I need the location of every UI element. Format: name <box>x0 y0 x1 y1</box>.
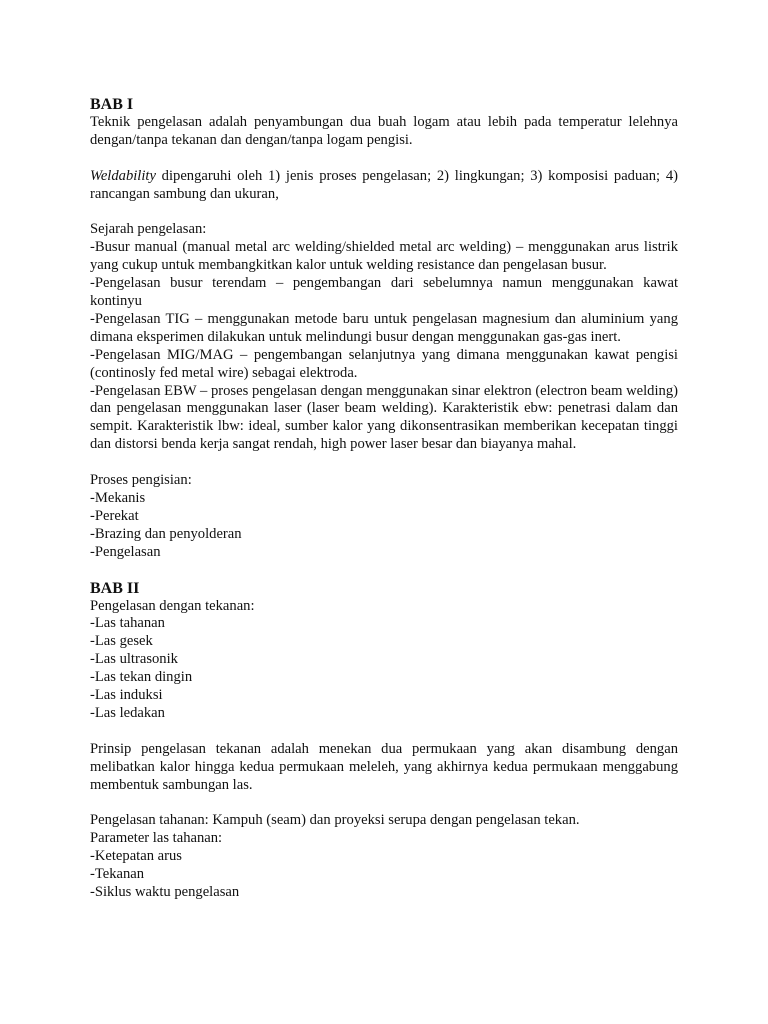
document-body <box>90 96 678 902</box>
pressure-item: -Las ultrasonik <box>90 651 178 668</box>
history-item: -Pengelasan TIG – menggunakan metode baru untuk pengelasan magnesium dan aluminium yang dimana eksperimen dilakukan untuk melindungi busur dengan menggunakan gas-gas inert. <box>90 310 678 345</box>
spacer <box>90 794 678 812</box>
history-item: -Pengelasan MIG/MAG – pengembangan selanjutnya yang dimana menggunakan kawat pengisi (continosly fed metal wire) sebagai elektroda. <box>90 346 678 381</box>
pressure-item: -Las gesek <box>90 633 153 650</box>
history-title: Sejarah pengelasan: <box>90 221 207 238</box>
spacer <box>90 150 678 168</box>
pressure-item: -Las tahanan <box>90 615 165 632</box>
spacer <box>90 454 678 472</box>
principle-paragraph: Prinsip pengelasan tekanan adalah menekan dua permukaan yang akan disambung dengan melibatkan kalor hingga kedua permukaan meleleh, yang akhirnya kedua permukaan menggabung membentuk sambungan las. <box>90 740 678 793</box>
weldability-paragraph <box>90 168 678 204</box>
weldability-term: Weldability <box>90 167 156 184</box>
param-item: -Ketepatan arus <box>90 848 182 865</box>
pressure-item: -Las ledakan <box>90 704 165 721</box>
history-item: -Pengelasan busur terendam – pengembangan dari sebelumnya namun menggunakan kawat kontinyu <box>90 275 678 310</box>
spacer <box>90 723 678 741</box>
weldability-text: dipengaruhi oleh 1) jenis proses pengelasan; 2) lingkungan; 3) komposisi paduan; 4) rancangan sambung dan ukuran, <box>90 167 678 202</box>
spacer <box>90 204 678 222</box>
filling-item: -Pengelasan <box>90 543 161 560</box>
param-item: -Tekanan <box>90 866 145 883</box>
resistance-paragraph: Pengelasan tahanan: Kampuh (seam) dan proyeksi serupa dengan pengelasan tekan. <box>90 812 580 829</box>
heading-bab-1: BAB I <box>90 96 134 113</box>
filling-item: -Mekanis <box>90 489 146 506</box>
filling-item: -Brazing dan penyolderan <box>90 525 242 542</box>
param-title: Parameter las tahanan: <box>90 830 223 847</box>
history-item: -Busur manual (manual metal arc welding/shielded metal arc welding) – menggunakan arus listrik yang cukup untuk membangkitkan kalor untuk welding resistance dan pengelasan busur. <box>90 239 678 274</box>
filling-item: -Perekat <box>90 507 139 524</box>
pressure-item: -Las tekan dingin <box>90 669 193 686</box>
history-item: -Pengelasan EBW – proses pengelasan dengan menggunakan sinar elektron (electron beam welding) dan pengelasan menggunakan laser (laser beam welding). Karakteristik ebw: penetrasi dalam dan sempit. Karakteristik lbw: ideal, sumber kalor yang dikonsentrasikan memberikan kecepatan tinggi dan distorsi benda kerja sangat rendah, high power laser besar dan biayanya mahal. <box>90 382 678 453</box>
pressure-item: -Las induksi <box>90 687 163 704</box>
filling-title: Proses pengisian: <box>90 472 192 489</box>
param-item: -Siklus waktu pengelasan <box>90 883 240 900</box>
spacer <box>90 562 678 580</box>
intro-paragraph: Teknik pengelasan adalah penyambungan dua buah logam atau lebih pada temperatur lelehnya dengan/tanpa tekanan dan dengan/tanpa logam pengisi. <box>90 114 678 148</box>
pressure-title: Pengelasan dengan tekanan: <box>90 597 255 614</box>
heading-bab-2: BAB II <box>90 579 140 597</box>
